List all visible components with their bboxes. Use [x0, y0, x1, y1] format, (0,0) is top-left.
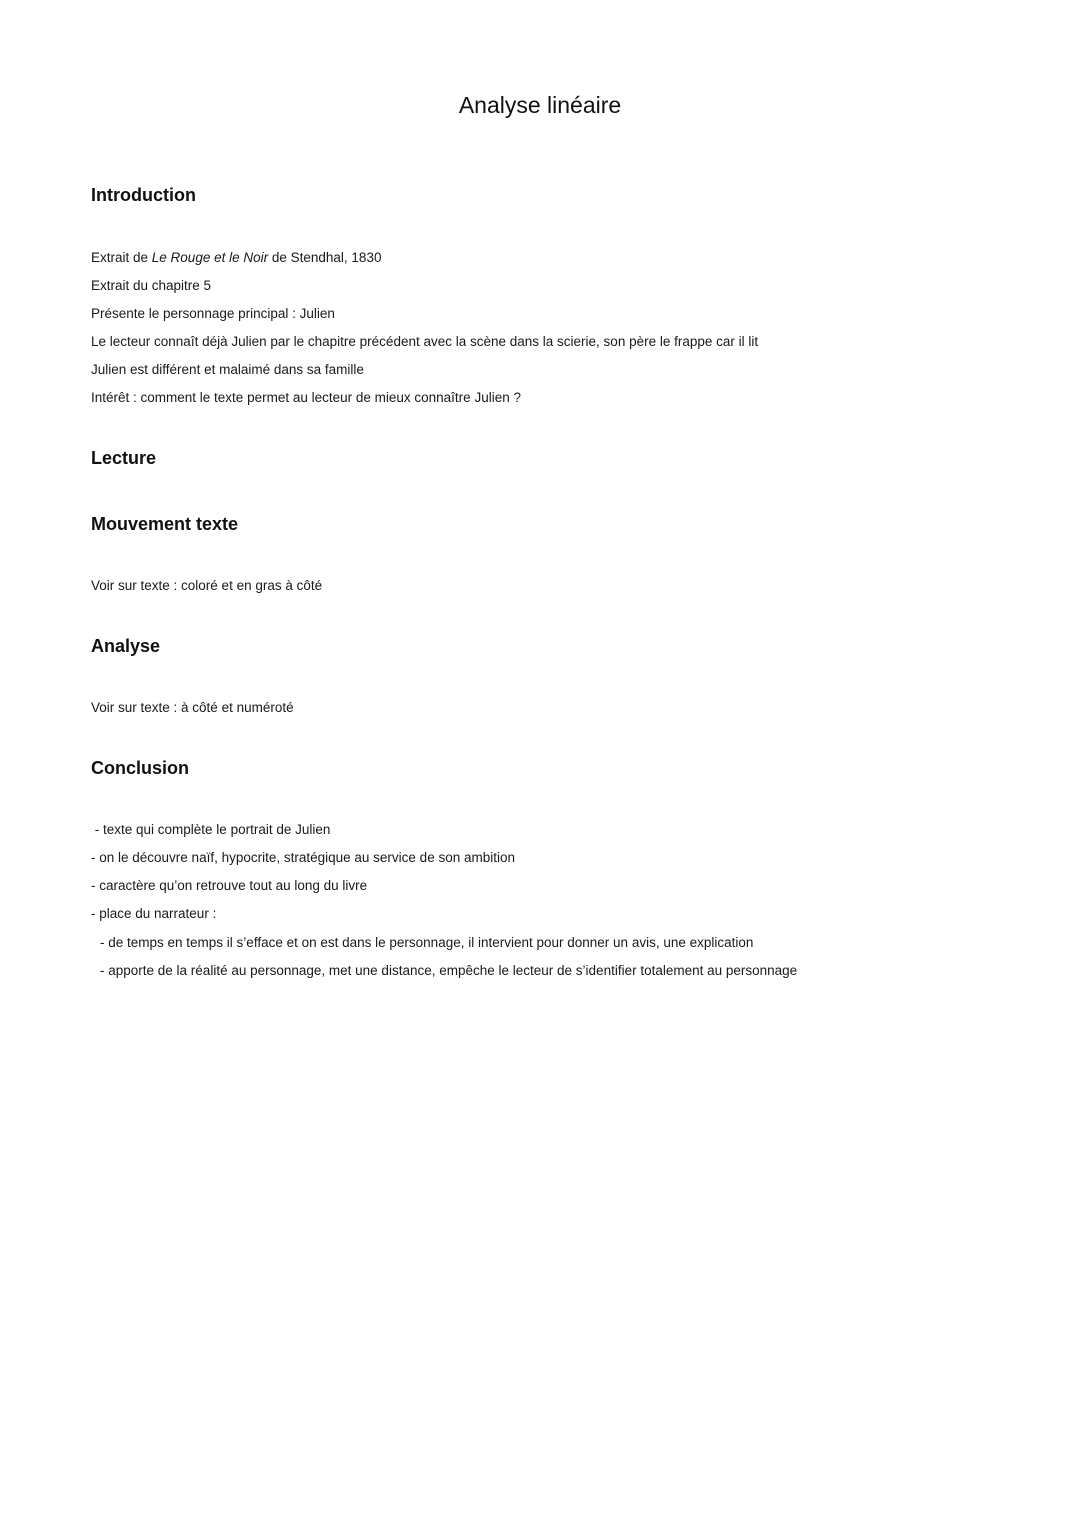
page-title: Analyse linéaire [458, 92, 622, 118]
analyse-heading: Analyse [91, 636, 161, 656]
intro-source-prefix: Extrait de [91, 250, 152, 265]
conclusion-item: - texte qui complète le portrait de Julien [91, 822, 331, 837]
introduction-heading: Introduction [91, 185, 196, 205]
intro-line-character: Présente le personnage principal : Julien [91, 306, 335, 321]
conclusion-subitem: - de temps en temps il s’efface et on est dans le personnage, il intervient pour donner un avis, une explication [100, 935, 754, 950]
lecture-heading: Lecture [91, 448, 157, 468]
intro-line-context: Le lecteur connaît déjà Julien par le chapitre précédent avec la scène dans la scierie, son père le frappe car il lit [91, 334, 759, 349]
conclusion-item: - on le découvre naïf, hypocrite, stratégique au service de son ambition [91, 850, 515, 865]
intro-source-work: Le Rouge et le Noir [151, 250, 269, 265]
analyse-line: Voir sur texte : à côté et numéroté [91, 700, 294, 715]
mouvement-line: Voir sur texte : coloré et en gras à côté [91, 578, 323, 593]
intro-line-source [91, 249, 381, 267]
conclusion-heading: Conclusion [91, 758, 189, 778]
conclusion-item: - caractère qu’on retrouve tout au long du livre [91, 878, 368, 893]
intro-line-chapter: Extrait du chapitre 5 [91, 278, 212, 293]
conclusion-item: - place du narrateur : [91, 906, 217, 921]
intro-line-interest: Intérêt : comment le texte permet au lecteur de mieux connaître Julien ? [91, 390, 521, 405]
intro-source-suffix: de Stendhal, 1830 [268, 250, 382, 265]
intro-line-family: Julien est différent et malaimé dans sa famille [91, 362, 364, 377]
mouvement-heading: Mouvement texte [91, 514, 239, 534]
conclusion-subitem: - apporte de la réalité au personnage, met une distance, empêche le lecteur de s’identifier totalement au personnage [100, 963, 798, 978]
